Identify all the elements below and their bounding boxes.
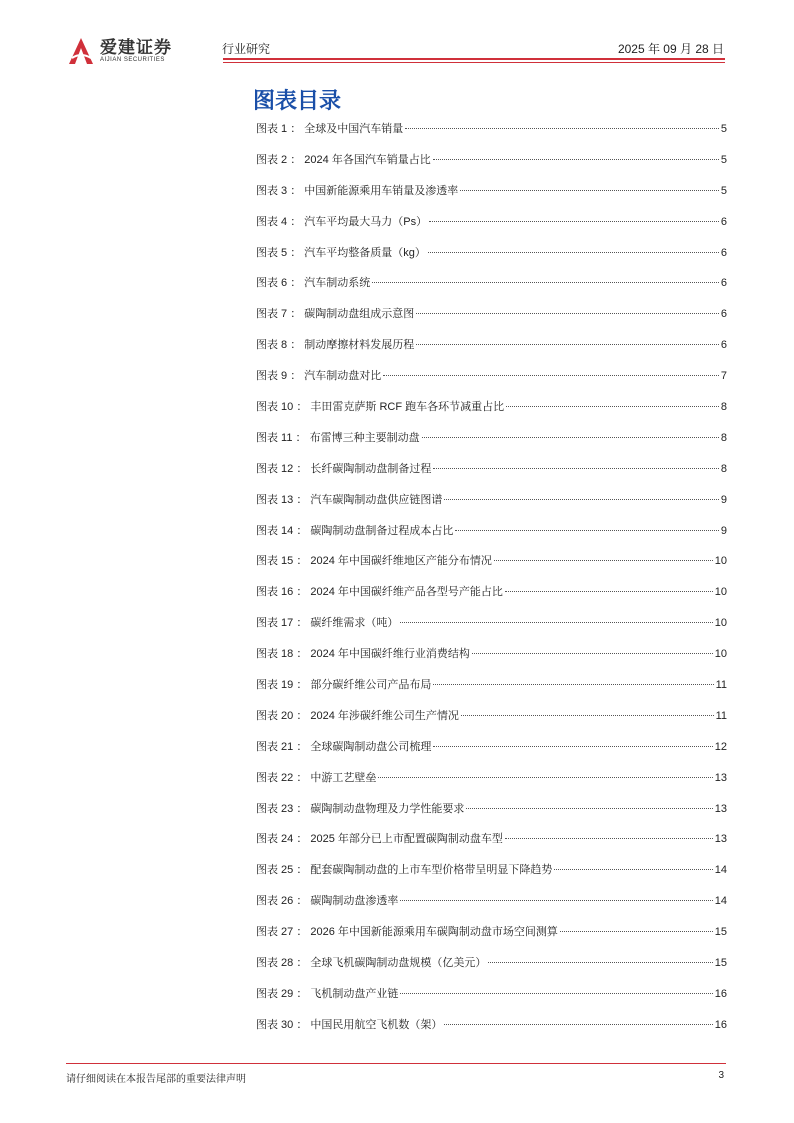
leader-dots xyxy=(505,838,713,839)
toc-entry-page: 5 xyxy=(720,184,727,197)
toc-entry-page: 15 xyxy=(714,957,727,970)
leader-dots xyxy=(416,344,719,345)
leader-dots xyxy=(460,190,719,191)
toc-entry-label: 图表 23 ： 碳陶制动盘物理及力学性能要求 xyxy=(256,802,465,815)
toc-entry-label: 图表 27 ： 2026 年中国新能源乘用车碳陶制动盘市场空间测算 xyxy=(256,926,558,939)
toc-entry-label: 图表 12 ： 长纤碳陶制动盘制备过程 xyxy=(256,462,432,475)
toc-entry[interactable] xyxy=(256,738,727,769)
toc-entry-label: 图表 8 ： 制动摩擦材料发展历程 xyxy=(256,339,415,352)
toc-entry-label: 图表 15 ： 2024 年中国碳纤维地区产能分布情况 xyxy=(256,555,492,568)
toc-entry-label: 图表 4 ： 汽车平均最大马力（Ps） xyxy=(256,215,428,228)
toc-entry[interactable] xyxy=(256,213,727,244)
logo-a-icon xyxy=(66,36,96,66)
leader-dots xyxy=(400,993,712,994)
toc-entry[interactable] xyxy=(256,985,727,1016)
toc-entry-label: 图表 3 ： 中国新能源乘用车销量及渗透率 xyxy=(256,184,459,197)
toc-entry[interactable] xyxy=(256,398,727,429)
toc-entry-label: 图表 14 ： 碳陶制动盘制备过程成本占比 xyxy=(256,524,454,537)
toc-entry[interactable] xyxy=(256,336,727,367)
leader-dots xyxy=(444,499,718,500)
leader-dots xyxy=(372,282,719,283)
toc-entry-page: 10 xyxy=(714,555,727,568)
toc-entry-page: 6 xyxy=(720,339,727,352)
leader-dots xyxy=(433,468,718,469)
toc-entry-label: 图表 2 ： 2024 年各国汽车销量占比 xyxy=(256,153,431,166)
toc-entry-page: 7 xyxy=(720,370,727,383)
company-logo xyxy=(66,36,172,66)
toc-entry-label: 图表 24 ： 2025 年部分已上市配置碳陶制动盘车型 xyxy=(256,833,503,846)
toc-entry-label: 图表 22 ： 中游工艺壁垒 xyxy=(256,771,377,784)
toc-entry-page: 6 xyxy=(720,308,727,321)
logo-name-en: AIJIAN SECURITIES xyxy=(100,57,165,63)
toc-entry-page: 8 xyxy=(720,401,727,414)
toc-entry-page: 10 xyxy=(714,586,727,599)
toc-entry[interactable] xyxy=(256,460,727,491)
header-divider-thin xyxy=(223,62,725,63)
toc-entry[interactable] xyxy=(256,151,727,182)
toc-entry-page: 13 xyxy=(714,833,727,846)
toc-entry[interactable] xyxy=(256,1016,727,1047)
toc-entry-label: 图表 19 ： 部分碳纤维公司产品布局 xyxy=(256,679,432,692)
leader-dots xyxy=(560,931,713,932)
toc-entry[interactable] xyxy=(256,552,727,583)
toc-entry-label: 图表 28 ： 全球飞机碳陶制动盘规模（亿美元） xyxy=(256,957,487,970)
leader-dots xyxy=(378,777,712,778)
toc-entry-page: 8 xyxy=(720,431,727,444)
toc-entry-label: 图表 29 ： 飞机制动盘产业链 xyxy=(256,987,399,1000)
toc-entry-label: 图表 17 ： 碳纤维需求（吨） xyxy=(256,617,399,630)
toc-entry[interactable] xyxy=(256,892,727,923)
toc-entry-label: 图表 1 ： 全球及中国汽车销量 xyxy=(256,123,404,135)
leader-dots xyxy=(422,437,719,438)
toc-entry[interactable] xyxy=(256,120,727,151)
legal-notice: 请仔细阅读在本报告尾部的重要法律声明 xyxy=(66,1074,246,1085)
toc-entry-page: 10 xyxy=(714,648,727,661)
toc-entry[interactable] xyxy=(256,182,727,213)
leader-dots xyxy=(416,313,719,314)
toc-entry-page: 14 xyxy=(714,895,727,908)
toc-entry[interactable] xyxy=(256,954,727,985)
toc-entry[interactable] xyxy=(256,676,727,707)
leader-dots xyxy=(505,591,713,592)
logo-name-cn: 爱建证券 xyxy=(100,38,172,57)
leader-dots xyxy=(506,406,719,407)
toc-entry[interactable] xyxy=(256,305,727,336)
toc-entry-page: 16 xyxy=(714,1018,727,1031)
leader-dots xyxy=(429,221,719,222)
toc-entry[interactable] xyxy=(256,923,727,954)
toc-entry[interactable] xyxy=(256,522,727,553)
leader-dots xyxy=(383,375,719,376)
leader-dots xyxy=(433,684,713,685)
toc-entry-page: 14 xyxy=(714,864,727,877)
toc-entry-page: 12 xyxy=(714,740,727,753)
toc-entry-page: 13 xyxy=(714,802,727,815)
toc-entry-label: 图表 6 ： 汽车制动系统 xyxy=(256,277,371,290)
leader-dots xyxy=(433,746,712,747)
toc-entry-page: 11 xyxy=(715,679,727,692)
leader-dots xyxy=(428,252,719,253)
toc-entry[interactable] xyxy=(256,645,727,676)
toc-entry-label: 图表 13 ： 汽车碳陶制动盘供应链图谱 xyxy=(256,493,443,506)
toc-entry-label: 图表 25 ： 配套碳陶制动盘的上市车型价格带呈明显下降趋势 xyxy=(256,864,553,877)
toc-entry[interactable] xyxy=(256,244,727,275)
toc-entry[interactable] xyxy=(256,367,727,398)
toc-entry-page: 6 xyxy=(720,277,727,290)
header-divider xyxy=(223,58,725,60)
toc-entry-label: 图表 20 ： 2024 年涉碳纤维公司生产情况 xyxy=(256,709,459,722)
toc-entry[interactable] xyxy=(256,491,727,522)
page-number: 3 xyxy=(718,1070,724,1081)
report-date: 2025 年 09 月 28 日 xyxy=(617,42,724,56)
toc-entry-page: 6 xyxy=(720,246,727,259)
toc-entry-label: 图表 5 ： 汽车平均整备质量（kg） xyxy=(256,246,426,259)
leader-dots xyxy=(405,128,719,129)
toc-entry-label: 图表 21 ： 全球碳陶制动盘公司梳理 xyxy=(256,740,432,753)
leader-dots xyxy=(554,869,712,870)
toc-entry-label: 图表 18 ： 2024 年中国碳纤维行业消费结构 xyxy=(256,648,470,661)
toc-entry[interactable] xyxy=(256,583,727,614)
toc-entry[interactable] xyxy=(256,274,727,305)
leader-dots xyxy=(400,900,712,901)
toc-entry-page: 11 xyxy=(715,709,727,722)
report-category: 行业研究 xyxy=(222,42,271,56)
toc-entry-page: 16 xyxy=(714,987,727,1000)
toc-entry[interactable] xyxy=(256,830,727,861)
toc-entry-label: 图表 11 ： 布雷博三种主要制动盘 xyxy=(256,431,420,444)
leader-dots xyxy=(472,653,713,654)
toc-entry[interactable] xyxy=(256,769,727,800)
toc-entry-page: 10 xyxy=(714,617,727,630)
toc-entry[interactable] xyxy=(256,429,727,460)
toc-entry-label: 图表 7 ： 碳陶制动盘组成示意图 xyxy=(256,308,415,321)
leader-dots xyxy=(455,530,718,531)
leader-dots xyxy=(488,962,712,963)
toc-entry[interactable] xyxy=(256,614,727,645)
toc-entry-page: 5 xyxy=(720,153,727,166)
toc-entry-page: 8 xyxy=(720,462,727,475)
toc-entry[interactable] xyxy=(256,800,727,831)
leader-dots xyxy=(400,622,712,623)
leader-dots xyxy=(433,159,719,160)
toc-entry-page: 9 xyxy=(720,524,727,537)
leader-dots xyxy=(444,1024,712,1025)
leader-dots xyxy=(466,808,712,809)
page-title: 图表目录 xyxy=(253,88,342,113)
toc-entry-page: 13 xyxy=(714,771,727,784)
leader-dots xyxy=(494,560,713,561)
toc-entry-label: 图表 16 ： 2024 年中国碳纤维产品各型号产能占比 xyxy=(256,586,503,599)
toc-entry[interactable] xyxy=(256,707,727,738)
toc-entry-label: 图表 30 ： 中国民用航空飞机数（架） xyxy=(256,1018,443,1031)
leader-dots xyxy=(461,715,714,716)
footer-divider xyxy=(66,1063,726,1064)
toc-entry-page: 6 xyxy=(720,215,727,228)
toc-entry-page: 5 xyxy=(720,123,727,135)
toc-entry-label: 图表 10 ： 丰田雷克萨斯 RCF 跑车各环节减重占比 xyxy=(256,401,505,414)
toc-entry-label: 图表 26 ： 碳陶制动盘渗透率 xyxy=(256,895,399,908)
toc-entry-label: 图表 9 ： 汽车制动盘对比 xyxy=(256,370,382,383)
toc-entry-page: 15 xyxy=(714,926,727,939)
toc-entry[interactable] xyxy=(256,861,727,892)
toc-entry-page: 9 xyxy=(720,493,727,506)
figure-list xyxy=(256,120,727,1047)
